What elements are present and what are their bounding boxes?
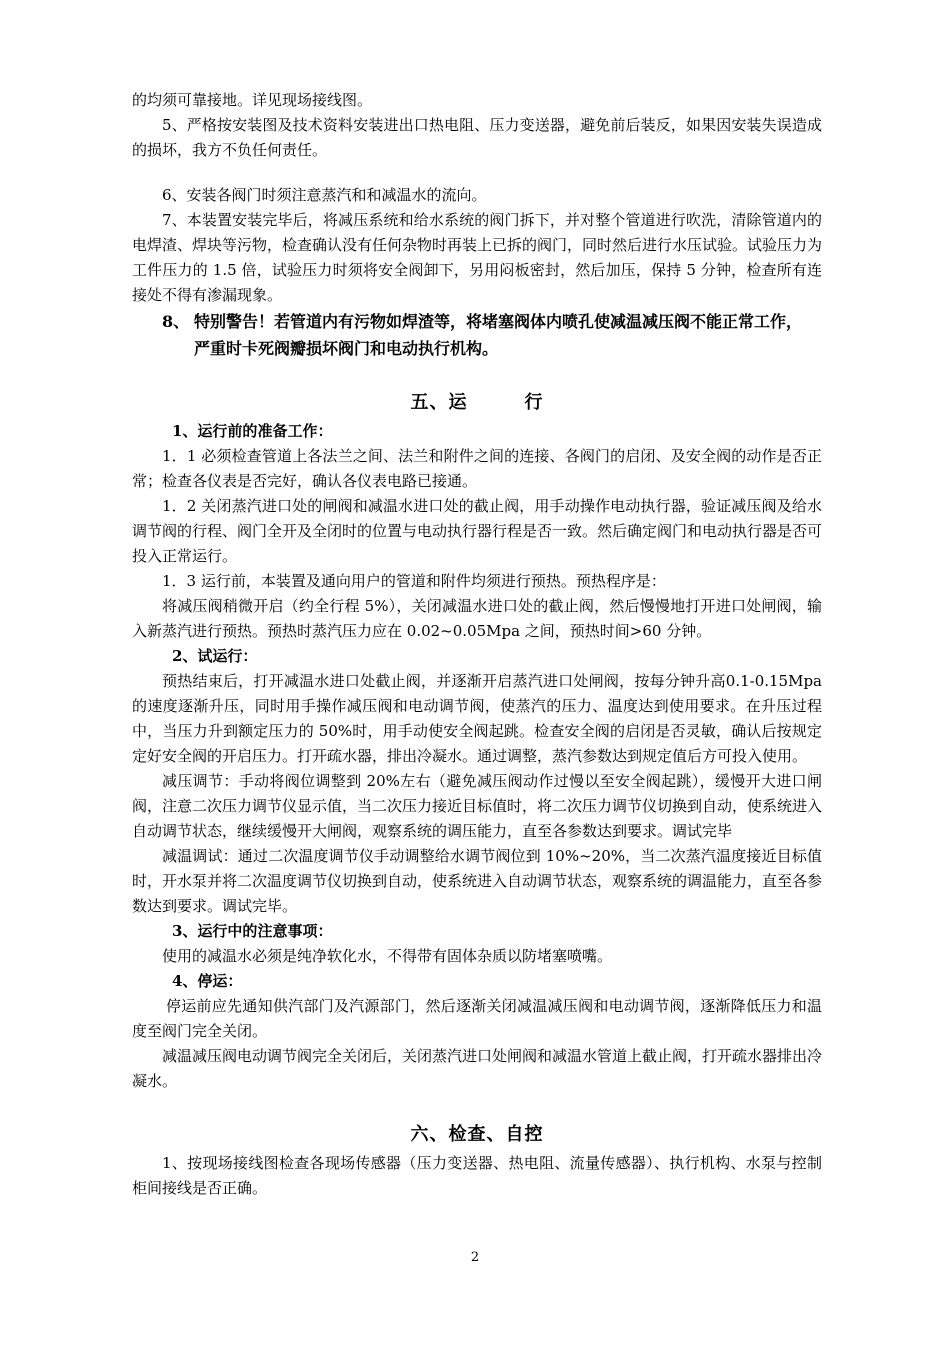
operation-notes-paragraph: 使用的减温水必须是纯净软化水，不得带有固体杂质以防堵塞喷嘴。 [162, 947, 613, 965]
page-number: 2 [470, 1250, 480, 1265]
item-6: 6、安装各阀门时须注意蒸汽和和减温水的流向。 [162, 186, 487, 204]
pressure-adjust-paragraph: 减压调节：手动将阀位调整到 20%左右（避免减压阀动作过慢以至安全阀起跳），缓慢开大进口闸阀，注意二次压力调节仪显示值，当二次压力接近目标值时，将二次压力调节仪切换到自动，使系统进入自动调节状态，继续缓慢开大闸阀，观察系统的调压能力，直至各参数达到要求。调试完毕 [132, 772, 823, 840]
item-1-3-procedure: 将减压阀稍微开启（约全行程 5%），关闭减温水进口处的截止阀，然后慢慢地打开进口处闸阀，输入新蒸汽进行预热。预热时蒸汽压力应在 0.02~0.05Mpa 之间，预热时间>60 分钟。 [132, 597, 822, 640]
item-5: 5、严格按安装图及技术资料安装进出口热电阻、压力变送器，避免前后装反，如果因安装失误造成的损坏，我方不负任何责任。 [132, 116, 822, 159]
warning-text-line1: 特别警告！若管道内有污物如焊渣等，将堵塞阀体内喷孔使减温减压阀不能正常工作， [194, 312, 803, 331]
item-1-1: 1．1 必须检查管道上各法兰之间、法兰和附件之间的连接、各阀门的启闭、及安全阀的动作是否正常；检查各仪表是否完好，确认各仪表电路已接通。 [132, 447, 822, 490]
warning-label: 8、 [162, 312, 190, 331]
subsection-5-4-title: 4、停运： [172, 972, 243, 990]
spacer [132, 163, 822, 183]
subsection-5-3-title: 3、运行中的注意事项： [172, 922, 333, 940]
section-5-title: 五、运 行 [410, 392, 544, 413]
item-1-2: 1．2 关闭蒸汽进口处的闸阀和减温水进口处的截止阀，用手动操作电动执行器，验证减压阀及给水调节阀的行程、阀门全开及全闭时的位置与电动执行器行程是否一致。然后确定阀门和电动执行器是否可投入正常运行。 [132, 497, 823, 565]
trial-run-paragraph: 预热结束后，打开减温水进口处截止阀，并逐渐开启蒸汽进口处闸阀，按每分钟升高0.1-0.15Mpa 的速度逐渐升压，同时用手操作减压阀和电动调节阀，使蒸汽的压力、温度达到使用要求。在升压过程中，当压力升到额定压力的 50%时，用手动使安全阀起跳。检查安全阀的启闭是否灵敏，确认后按规定定好安全阀的开启压力。打开疏水器，排出冷凝水。通过调整，蒸汽参数达到规定值后方可投入使用。 [132, 672, 822, 765]
warning-text-line2: 严重时卡死阀瓣损坏阀门和电动执行机构。 [194, 339, 499, 358]
item-6-1: 1、按现场接线图检查各现场传感器（压力变送器、热电阻、流量传感器）、执行机构、水泵与控制柜间接线是否正确。 [132, 1154, 822, 1197]
shutdown-paragraph-2: 减温减压阀电动调节阀完全关闭后，关闭蒸汽进口处闸阀和减温水管道上截止阀，打开疏水器排出冷凝水。 [132, 1047, 823, 1090]
item-7: 7、本装置安装完毕后，将减压系统和给水系统的阀门拆下，并对整个管道进行吹洗，清除管道内的电焊渣、焊块等污物，检查确认没有任何杂物时再装上已拆的阀门，同时然后进行水压试验。试验压力为工件压力的 1.5 倍，试验压力时须将安全阀卸下，另用闷板密封，然后加压，保持 5 分钟，检查所有连接处不得有渗漏现象。 [132, 211, 823, 304]
document-body [132, 88, 822, 1201]
item-1-3: 1．3 运行前，本装置及通向用户的管道和附件均须进行预热。预热程序是： [162, 572, 666, 590]
paragraph-continuation: 的均须可靠接地。详见现场接线图。 [132, 91, 373, 109]
subsection-5-1-title: 1、运行前的准备工作： [172, 422, 333, 440]
shutdown-paragraph-1: 停运前应先通知供汽部门及汽源部门，然后逐渐关闭减温减压阀和电动调节阀，逐渐降低压力和温度至阀门完全关闭。 [132, 997, 822, 1040]
section-6-title: 六、检查、自控 [410, 1124, 544, 1145]
temperature-adjust-paragraph: 减温调试：通过二次温度调节仪手动调整给水调节阀位到 10%~20%，当二次蒸汽温度接近目标值时，开水泵并将二次温度调节仪切换到自动，使系统进入自动调节状态，观察系统的调温能力，直至各参数达到要求。调试完毕。 [132, 847, 823, 915]
warning-item-8 [132, 308, 822, 362]
subsection-5-2-title: 2、试运行： [172, 647, 258, 665]
